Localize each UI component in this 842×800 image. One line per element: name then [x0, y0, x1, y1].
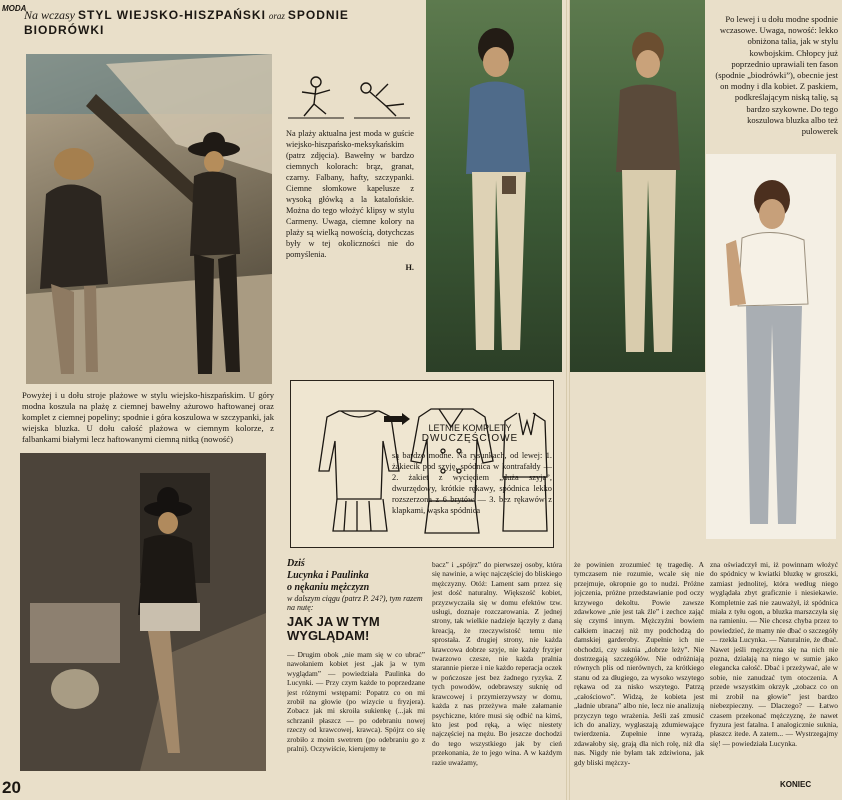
article-column-2: bacz” i „spójrz” do pierwszej osoby, która się nawinie, a więc najczęściej do bliskiego mężczyzny. Otóż: Lament sam przez się jest dość naturalny. Większość kobiet, przyzwyczaiła się w domu efektów tzw. usługi, doznaje rozczarowania. Z jednej strony, tak wielkie nadzieje łączyły z daną kreacją, że rzeczywistość temu nie sprostała. Z drugiej strony, nie każda krawcowa dobrze szyje, nie każdy fryzjer twarzowo czesze, nie każda pralnia starannie pierze i nie każdo reperacja oczek w pończosze jest bez żadnego ryzyka. Z tych powodów, odebrawszy suknię od krawcowej i przymierzywszy w domu, każda z nas przeżywa małe załamanie psychiczne, które musi się odbić na kimś, kto jest pod ręką, a więc niestety najczęściej na mężu. Bo jeszcze dochodzi do tego wszystkiego jak by cień przekonania, że to jego wina. A w każdym razie uważamy, — [432, 560, 562, 767]
article-column-1: — Drugim obok „nie mam się w co ubrać” nawołaniem kobiet jest „jak ja w tym wyglądam” — powiedziała Paulinka do Lucynki. — Przy czym każde to poprzedzane jest różnymi wstępami: Popatrz co on mi zrobił na głowie (po wizycie u fryzjera). Zobacz jak mi skroiła sukienkę (...jak mi schrzanił płaszcz — po odebraniu nowej rzeczy od krawcowej, krawca). Spójrz co się zrobiło z moim swetrem (po odebraniu go z pralni). Oczywiście, kierujemy te — [287, 650, 425, 754]
intro-line-2: Lucynka i Paulinka — [287, 570, 369, 581]
page-header — [24, 8, 414, 37]
komplety-text: są bardzo modne. Na rysunkach, od lewej: 1. żakiecik pod szyję, spódnica w kontrafałdy — 2. żakiet z wycięciem „duża szyja”, dwurzędowy, krótkie rękawy, spódnica lekko rozszerzona z 6 brytów — 3. bez rękawów z klapkami, wąska spódnica — [392, 451, 552, 515]
sketch-set-1 — [319, 411, 399, 531]
right-top-text: Po lewej i u dołu modne spodnie wczasowe. Uwaga, nowość: lekko obniżona talia, jak w stylu kowbojskim. Chłopcy już poprzednio uprawiali ten fason (spodnie „biodrówki”), obecnie jest on modny i dla kobiet. Z paskiem, podkreślającym niską talię, są bardzo szykowne. Do tego koszulowa bluzka albo też pulowerek — [715, 14, 838, 137]
intro-paragraph: Na plaży aktualna jest moda w guście wiejsko-hiszpańsko-meksykańskim (patrz zdjęcia). Bawełny w bardzo ciemnych kolorach: brąz, granat, czarny. Falbany, hafty, szczypanki. Ciemne słomkowe kapelusze z wysoką główką a la katalońskie. Można do tego włożyć klipsy w stylu Carmeny. Uwaga, ciemne kolory na plaży są wielką nowością, dotychczas były w tej okoliczności nie do pomyślenia. — [286, 129, 414, 259]
article-headline: JAK JA W TYM WYGLĄDAM! — [287, 614, 380, 643]
photo-hipster-trousers-1 — [426, 0, 562, 372]
sunbathing-figure-icon — [352, 74, 412, 122]
photo-terrace — [20, 453, 266, 771]
article-intro — [287, 558, 427, 643]
komplety-heading — [390, 423, 550, 444]
header-mid: oraz — [268, 11, 285, 21]
page-number: 20 — [2, 778, 21, 797]
header-title-1: STYL WIEJSKO-HISZPAŃSKI — [78, 8, 266, 22]
article-end: KONIEC — [780, 780, 812, 789]
header-lead: Na wczasy — [24, 8, 75, 22]
photo-beach-boat — [26, 54, 272, 384]
pointing-hand-icon — [384, 413, 410, 425]
intro-line-3: o nękaniu mężczyzn — [287, 582, 370, 593]
photo-hipster-trousers-2 — [570, 0, 705, 372]
komplety-title-1: LETNIE KOMPLETY — [428, 423, 512, 433]
komplety-title-2: DWUCZĘŚCIOWE — [421, 433, 519, 444]
beach-figure-icon — [286, 74, 346, 122]
photo-caption: Powyżej i u dołu stroje plażowe w stylu wiejsko-hiszpańskim. U góry modna koszula na plażę z ciemnej bawełny ażurowo haftowanej oraz komplet z ciemnej popeliny; spodnie i góra koszulowa w szczypanki, jak wiejska bluzka. U dołu całość plażowa w ciemnym kolorze, z falbankami białymi lecz haftowanymi ciemną nitką (nowość) — [22, 390, 274, 444]
intro-signature: H. — [405, 263, 414, 272]
intro-column — [286, 128, 414, 275]
section-tag: MODA — [2, 4, 27, 13]
article-column-3: że powinien zrozumieć tę tragedię. A tymczasem nie rozumie, wcale się nie przejmuje, okropnie go to nudzi. Próżne jojczenia, próżne przedstawianie pod oczy krzywego dekoltu. Powie zawsze zdawkowe „nie jest tak źle” i zechce zająć się czymś innym. Mężczyźni bowiem całkiem inaczej niż my podchodzą do damskiej garderoby. Zupełnie ich nie obchodzi, czy suknia „dobrze leży”. Nie dostrzegają szczegółów. Nie odróżniają równych plis od nierównych, za krótkiego stanu od za długiego, za wysoko wszytego rękawa od za nisko wszytego. Patrzą „całościowo”. Widzą, że kobieta jest „ładnie ubrana” albo nie, lecz nie analizują przyczyn tego wrażenia. Jeśli zaś zmusić ich do analizy, wygłaszają zdumiewające twierdzenia. Zupełnie inne wyrażą, zdawałoby się, grają dla nich rolę, niż dla nas. Nigdy nie byłam tak zdziwiona, jak gdy bliski mężczy- — [574, 560, 704, 767]
photo-white-trousers — [706, 154, 836, 539]
intro-line-1: Dziś — [287, 558, 305, 569]
article-column-4: zna oświadczył mi, iż powinnam włożyć do spódnicy w kwiatki bluzkę w groszki, zamiast jednolitej, która według niego wyglądała zbyt graficznie i niesiekawie. Kompletnie zaś nie zauważył, iż spódnica miała z tyłu ogon, a bluzka marszczyła się na ramieniu. — Nie chcesz chyba przez to powiedzieć, że mamy nie dbać o szczegóły — rzekła Lucynka. — Naturalnie, że dbać. Nawet jeśli mężczyzna się na nich nie pozna, działają na niego w sumie jako elegancka całość. Dbać i przeżywać, ale w sobie, nie zanudzać tym otoczenia. A przede wszystkim okrzyk „zobacz co on mi zrobił na głowie” jest bardzo niebezpieczny. — Dlaczego? — Łatwo czasem przekonać mężczyznę, że nawet fryzura jest fatalna. I analogicznie suknia, płaszcz itede. A zatem... — Wystrzegajmy się! — powiedziała Lucynka. — [710, 560, 838, 748]
header-title-2: SPODNIE BIODRÓWKI — [24, 8, 349, 37]
intro-line-4: w dalszym ciągu (patrz P. 24?), tym razem na nutę: — [287, 594, 423, 612]
